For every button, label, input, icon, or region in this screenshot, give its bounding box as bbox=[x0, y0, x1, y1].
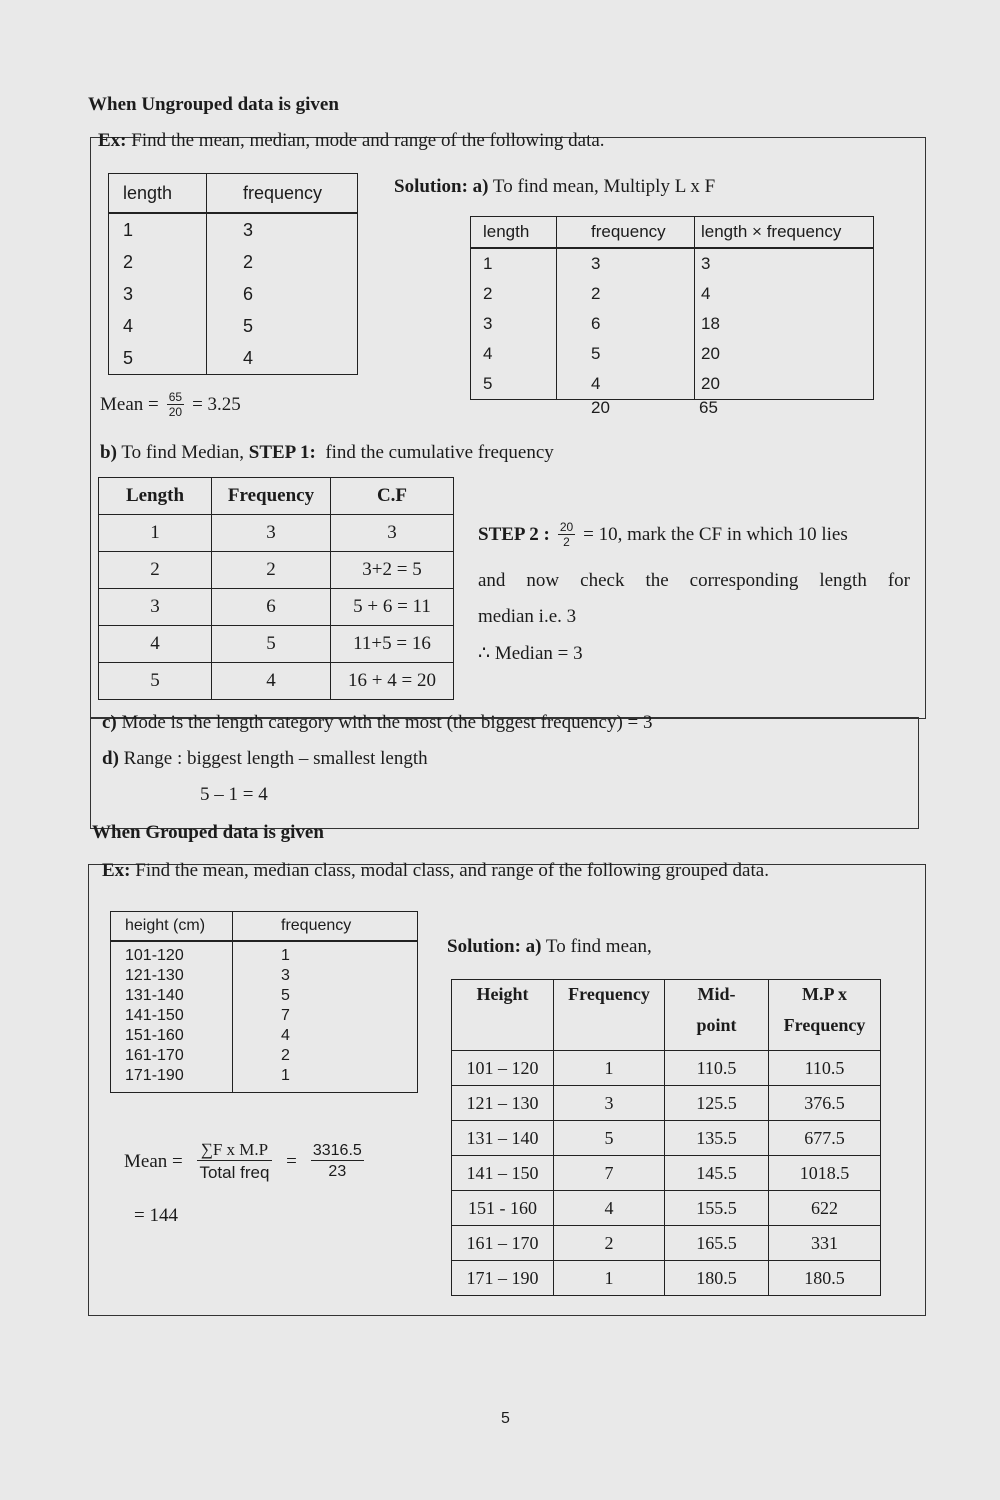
mean-result-2: = 144 bbox=[134, 1205, 178, 1226]
table-row: 121 – 130 3 125.5 376.5 bbox=[452, 1086, 881, 1121]
header-length-x-frequency: length × frequency bbox=[695, 217, 874, 249]
range-text: d) Range : biggest length – smallest length bbox=[102, 748, 428, 769]
header-height: height (cm) bbox=[111, 912, 233, 942]
table-row: 101-120 1 bbox=[111, 941, 418, 966]
header-frequency: frequency bbox=[557, 217, 695, 249]
table-row: 161 – 170 2 165.5 331 bbox=[452, 1226, 881, 1261]
header-length: length bbox=[471, 217, 557, 249]
median-step-2-text-3: median i.e. 3 bbox=[478, 606, 577, 627]
section-heading-grouped: When Grouped data is given bbox=[92, 822, 324, 843]
table-row: 141 – 150 7 145.5 1018.5 bbox=[452, 1156, 881, 1191]
table-row: 2 2 bbox=[109, 246, 358, 278]
grouped-mean-table bbox=[451, 979, 881, 1296]
table-row: 5 4 16 + 4 = 20 bbox=[99, 663, 454, 700]
table-row: 171-190 1 bbox=[111, 1066, 418, 1093]
table-row: 101 – 120 1 110.5 110.5 bbox=[452, 1051, 881, 1086]
table-row: 2 2 3+2 = 5 bbox=[99, 552, 454, 589]
grouped-data-table bbox=[110, 911, 418, 1093]
header-length: Length bbox=[99, 478, 212, 515]
table-row: 5 4 20 bbox=[471, 369, 874, 400]
header-frequency: Frequency bbox=[212, 478, 331, 515]
header-frequency: frequency bbox=[207, 174, 358, 214]
solution-a-text: Solution: a) To find mean, Multiply L x F bbox=[394, 176, 716, 197]
table-row: 171 – 190 1 180.5 180.5 bbox=[452, 1261, 881, 1296]
table-row: 4 5 bbox=[109, 310, 358, 342]
header-mp-x-frequency: M.P x Frequency bbox=[769, 980, 881, 1051]
table-row: 1 3 bbox=[109, 213, 358, 246]
length-times-frequency-table bbox=[470, 216, 874, 400]
mean-calculation-2: Mean = $\frac{\text{∑F x M.P}}{\text{Total freq}}$ = $\frac{3316.5}{23}$ bbox=[124, 1140, 362, 1182]
table-row: 3 6 5 + 6 = 11 bbox=[99, 589, 454, 626]
table-row: 121-130 3 bbox=[111, 966, 418, 986]
ungrouped-data-table bbox=[108, 173, 358, 375]
table-row: 2 2 4 bbox=[471, 279, 874, 309]
header-frequency: frequency bbox=[233, 912, 418, 942]
example-1-text: Ex: Find the mean, median, mode and range of the following data. bbox=[98, 130, 605, 151]
median-conclusion: ∴ Median = 3 bbox=[478, 643, 583, 664]
table-row: 141-150 7 bbox=[111, 1006, 418, 1026]
table-row: 1 3 3 bbox=[99, 515, 454, 552]
cumulative-frequency-table bbox=[98, 477, 454, 700]
table-row: 4 5 20 bbox=[471, 339, 874, 369]
frequency-total: 20 bbox=[591, 398, 610, 417]
table-row: 161-170 2 bbox=[111, 1046, 418, 1066]
median-step-2-text-2: and now check the corresponding length for bbox=[478, 570, 910, 591]
range-calculation: 5 – 1 = 4 bbox=[200, 784, 268, 805]
table-row: 151-160 4 bbox=[111, 1026, 418, 1046]
table-row: 5 4 bbox=[109, 342, 358, 375]
median-step-1-text: b) To find Median, STEP 1: find the cumulative frequency bbox=[100, 442, 554, 463]
page-number: 5 bbox=[501, 1410, 510, 1427]
table-row: 4 5 11+5 = 16 bbox=[99, 626, 454, 663]
table-row: 3 6 18 bbox=[471, 309, 874, 339]
header-frequency: Frequency bbox=[554, 980, 665, 1051]
header-height: Height bbox=[452, 980, 554, 1051]
table-row: 1 3 3 bbox=[471, 248, 874, 279]
table-row: 3 6 bbox=[109, 278, 358, 310]
median-step-2-text: STEP 2 : $\frac{20}{2}$ = 10, mark the CF in which 10 lies bbox=[478, 520, 848, 549]
solution-2-text: Solution: a) To find mean, bbox=[447, 936, 652, 957]
header-midpoint: Mid- point bbox=[665, 980, 769, 1051]
section-heading-ungrouped: When Ungrouped data is given bbox=[88, 94, 339, 115]
mode-text: c) Mode is the length category with the most (the biggest frequency) = 3 bbox=[102, 712, 653, 733]
header-length: length bbox=[109, 174, 207, 214]
table-row: 131-140 5 bbox=[111, 986, 418, 1006]
product-total: 65 bbox=[699, 398, 718, 417]
table-row: 151 - 160 4 155.5 622 bbox=[452, 1191, 881, 1226]
example-2-text: Ex: Find the mean, median class, modal class, and range of the following grouped data. bbox=[102, 860, 769, 881]
header-cf: C.F bbox=[331, 478, 454, 515]
mean-calculation-1: Mean = $\frac{65}{20}$ = 3.25 bbox=[100, 390, 241, 419]
table-row: 131 – 140 5 135.5 677.5 bbox=[452, 1121, 881, 1156]
